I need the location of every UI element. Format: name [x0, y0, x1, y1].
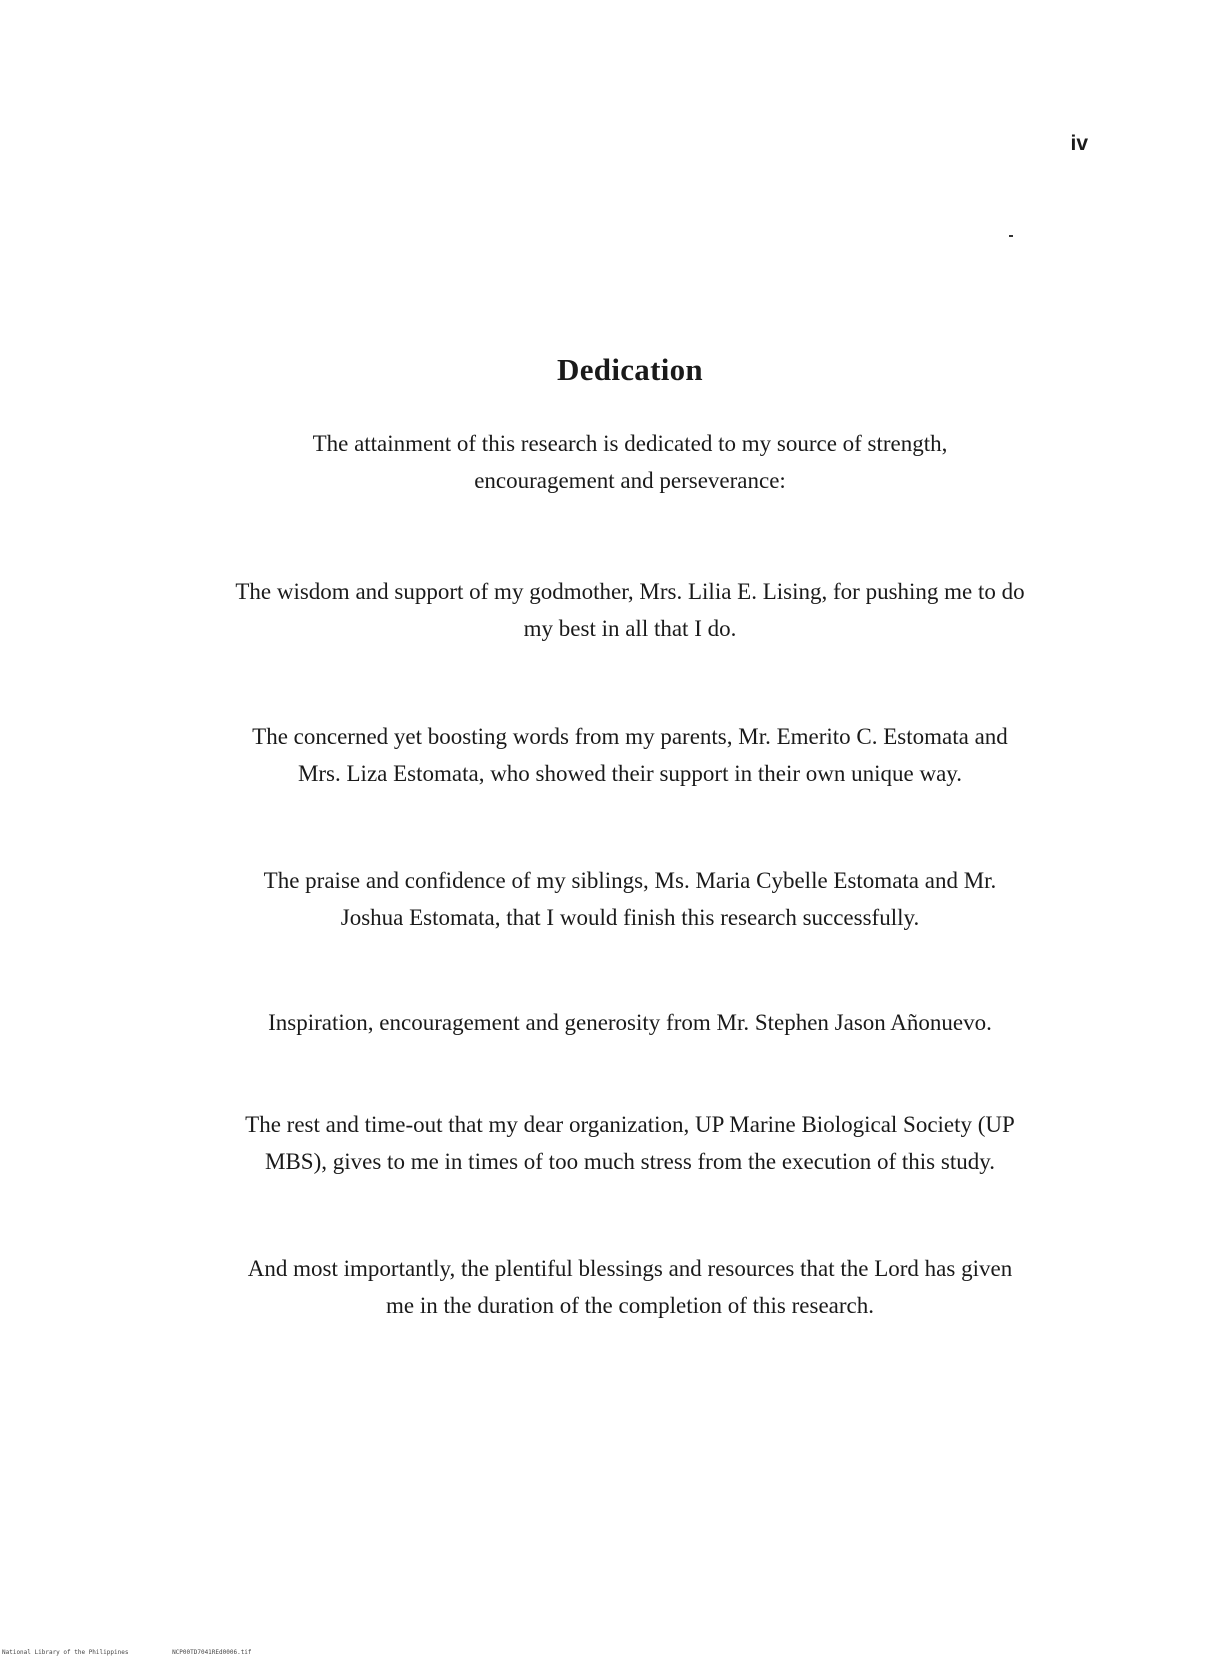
- scan-artifact: [1009, 235, 1013, 237]
- page-number: iv: [1070, 132, 1088, 155]
- paragraph-line: Inspiration, encouragement and generosity from Mr. Stephen Jason Añonuevo.: [268, 1010, 992, 1035]
- paragraph-line: The concerned yet boosting words from my parents, Mr. Emerito C. Estomata and: [252, 724, 1008, 749]
- dedication-inspiration: [140, 1004, 1120, 1041]
- paragraph-line: me in the duration of the completion of this research.: [386, 1293, 874, 1318]
- paragraph-line: The praise and confidence of my siblings, Ms. Maria Cybelle Estomata and Mr.: [263, 868, 997, 893]
- paragraph-line: Joshua Estomata, that I would finish this research successfully.: [340, 905, 920, 930]
- page-title: Dedication: [557, 352, 703, 387]
- dedication-organization: [140, 1106, 1120, 1180]
- paragraph-line: The wisdom and support of my godmother, Mrs. Lilia E. Lising, for pushing me to do: [235, 579, 1025, 604]
- paragraph-line: Mrs. Liza Estomata, who showed their support in their own unique way.: [297, 761, 963, 786]
- footer-file-id: NCP00TD7041REd0006.tif: [172, 1649, 252, 1656]
- dedication-lord: [140, 1250, 1120, 1324]
- paragraph-line: And most importantly, the plentiful blessings and resources that the Lord has given: [247, 1256, 1013, 1281]
- paragraph-line: MBS), gives to me in times of too much stress from the execution of this study.: [265, 1149, 995, 1174]
- paragraph-line: The rest and time-out that my dear organization, UP Marine Biological Society (UP: [245, 1112, 1015, 1137]
- dedication-parents: [140, 718, 1120, 792]
- footer-library: National Library of the Philippines: [2, 1649, 129, 1656]
- dedication-godmother: [140, 573, 1120, 647]
- paragraph-line: encouragement and perseverance:: [474, 468, 786, 493]
- dedication-intro: [140, 425, 1120, 499]
- scan-footer: [2, 1649, 292, 1656]
- paragraph-line: my best in all that I do.: [523, 616, 737, 641]
- paragraph-line: The attainment of this research is dedicated to my source of strength,: [312, 431, 948, 456]
- dedication-siblings: [140, 862, 1120, 936]
